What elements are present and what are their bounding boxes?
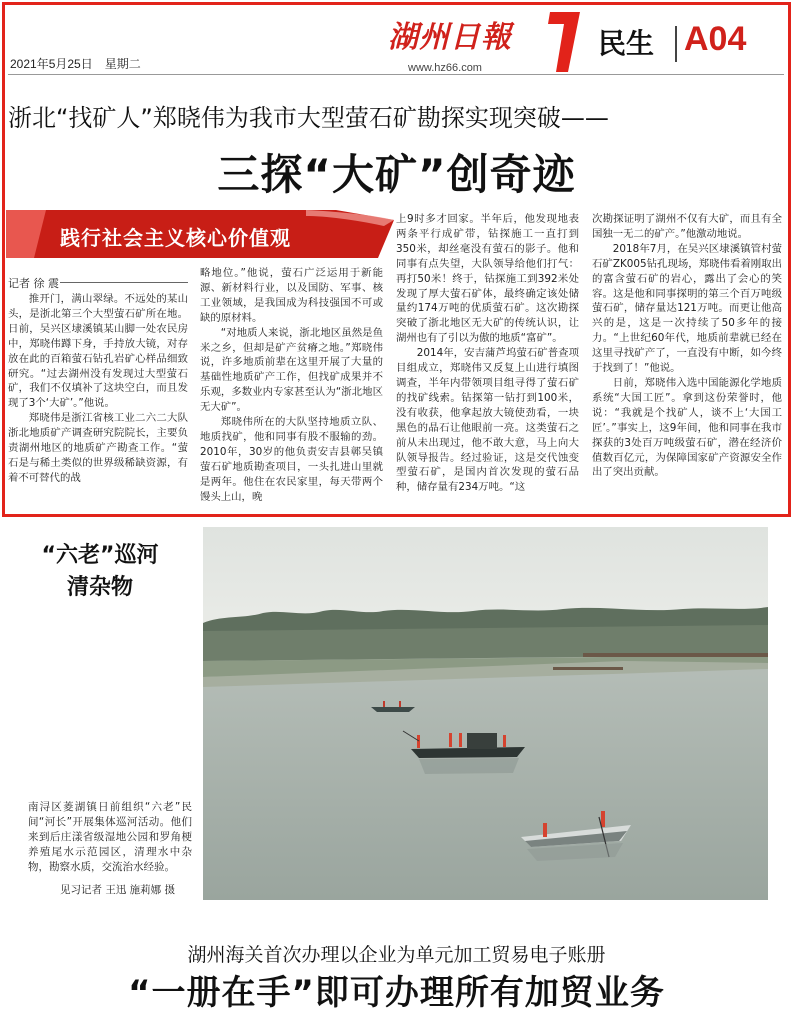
paper-logo: 湖州日報	[388, 20, 512, 55]
river-patrol-photo	[203, 527, 768, 900]
lead-byline: 记者 徐 震	[8, 277, 59, 290]
article-paragraph: 2018年7月，在吴兴区埭溪镇管村萤石矿ZK005钻孔现场，郑晓伟看着刚取出的富含萤石矿的岩心，露出了会心的笑容。这是他和同事探明的第三个百万吨级萤石矿，储存量达121万吨。而更让他高兴的是，这是一次持续了50多年的接力。“上世纪60年代，地质前辈就已经在这里寻找矿产了，一直没有中断，如今终于找到了！”他说。	[592, 242, 782, 375]
masthead	[0, 0, 793, 80]
issue-date: 2021年5月25日 星期二	[10, 57, 141, 71]
article-paragraph: 略地位。”他说，萤石广泛运用于新能源、新材料行业，以及国防、军事、核工业领域，是我国成为科技强国不可或缺的原材料。	[200, 267, 383, 324]
article-column-4	[592, 212, 782, 480]
second-story-kicker: 湖州海关首次办理以企业为单元加工贸易电子账册	[187, 944, 606, 966]
article-paragraph: 次勘探证明了湖州不仅有大矿，而且有全国独一无二的矿产。”他激动地说。	[592, 213, 782, 240]
article-paragraph: 郑晓伟是浙江省核工业二六二大队浙北地质矿产调查研究院院长，主要负责湖州地区的地质矿产勘查工作。“萤石是与稀土类似的世界级稀缺资源，有着不可替代的战	[8, 412, 188, 484]
photo-credit: 见习记者 王迅 施莉娜 摄	[60, 884, 176, 896]
lead-headline: 三探“大矿”创奇迹	[217, 150, 576, 199]
lead-kicker: 浙北“找矿人”郑晓伟为我市大型萤石矿勘探实现突破——	[8, 104, 609, 132]
second-story-headline: “一册在手”即可办理所有加贸业务	[128, 973, 665, 1013]
photo-story-title	[40, 540, 160, 604]
section-divider	[675, 26, 677, 62]
slash-logo-mark-icon	[546, 10, 580, 72]
paper-url: www.hz66.com	[408, 62, 482, 74]
masthead-rule	[8, 74, 784, 75]
article-paragraph: 郑晓伟所在的大队坚持地质立队、地质找矿，他和同事有股不服输的劲。2010年，30岁的他负责安吉县鄣吴镇萤石矿地质勘查项目，一头扎进山里就是两年。他住在农民家里，每天带两个馒头上山，晚	[200, 416, 383, 503]
byline-rule	[60, 282, 188, 283]
article-column-3	[396, 212, 579, 495]
article-column-1	[8, 292, 188, 486]
section-name: 民生	[598, 27, 655, 60]
article-column-2	[200, 266, 383, 505]
article-paragraph: “对地质人来说，浙北地区虽然是鱼米之乡，但却是矿产贫瘠之地。”郑晓伟说，许多地质前辈在这里开展了大量的基础性地质矿产工作，但找矿成果并不乐观，多数业内专家甚至认为“浙北地区无大矿”。	[200, 326, 383, 414]
article-paragraph: 2014年，安吉蒲芦坞萤石矿普查项目组成立，郑晓伟又反复上山进行填图调查，半年内带领项目组寻得了萤石矿的找矿线索。钻探第一钻打到100米，没有收获，他拿起放大镜使劲看，一块黑色的晶石让他眼前一亮。这类萤石之前从未出现过，他不敢大意，马上向大队领导报告。经过验证，这是交代蚀变型萤石矿，是国内首次发现的萤石品种，储存量有234万吨。“这	[396, 347, 579, 494]
values-banner-text: 践行社会主义核心价值观	[60, 226, 291, 250]
photo-title-line-2: 清杂物	[66, 575, 133, 600]
article-paragraph: 上9时多才回家。半年后，他发现地表两条平行成矿带，钻探施工一直打到350米，却丝毫没有萤石的影子。他和同事有点失望，大队领导给他们打气：再打50米！终于，钻探施工到392米处发现了厚大萤石矿体，最终确定该处储量约174万吨的优质萤石矿。这次勘探突破了浙北地区无大矿的传统认识，让湖州也有了引以为傲的地质“富矿”。	[396, 213, 579, 345]
article-paragraph: 推开门，满山翠绿。不远处的某山头，是浙北第三个大型萤石矿所在地。日前，吴兴区埭溪镇某山脚一处农民房中，郑晓伟蹲下身，手持放大镜，对存放在此的百箱萤石钻孔岩矿心样品细致研究。“过去湖州没有发现过大型萤石矿，我们不仅填补了这块空白，而且发现了3个‘大矿’。”他说。	[8, 293, 188, 410]
page-number: A04	[684, 20, 747, 58]
article-paragraph: 日前，郑晓伟入选中国能源化学地质系统“大国工匠”。拿到这份荣誉时，他说：“我就是个找矿人，谈不上‘大国工匠’。”事实上，这9年间，他和同事在我市探获的3处百万吨级萤石矿，潜在经济价值数百亿元，为保障国家矿产资源安全作出了突出贡献。	[592, 376, 782, 479]
photo-title-line-1: “六老”巡河	[41, 543, 159, 568]
photo-caption: 南浔区菱湖镇日前组织“六老”民间“河长”开展集体巡河活动。他们来到后庄漾省级湿地公园和罗角梗养殖尾水示范园区，清理水中杂物，勘察水质，交流治水经验。	[28, 801, 192, 873]
